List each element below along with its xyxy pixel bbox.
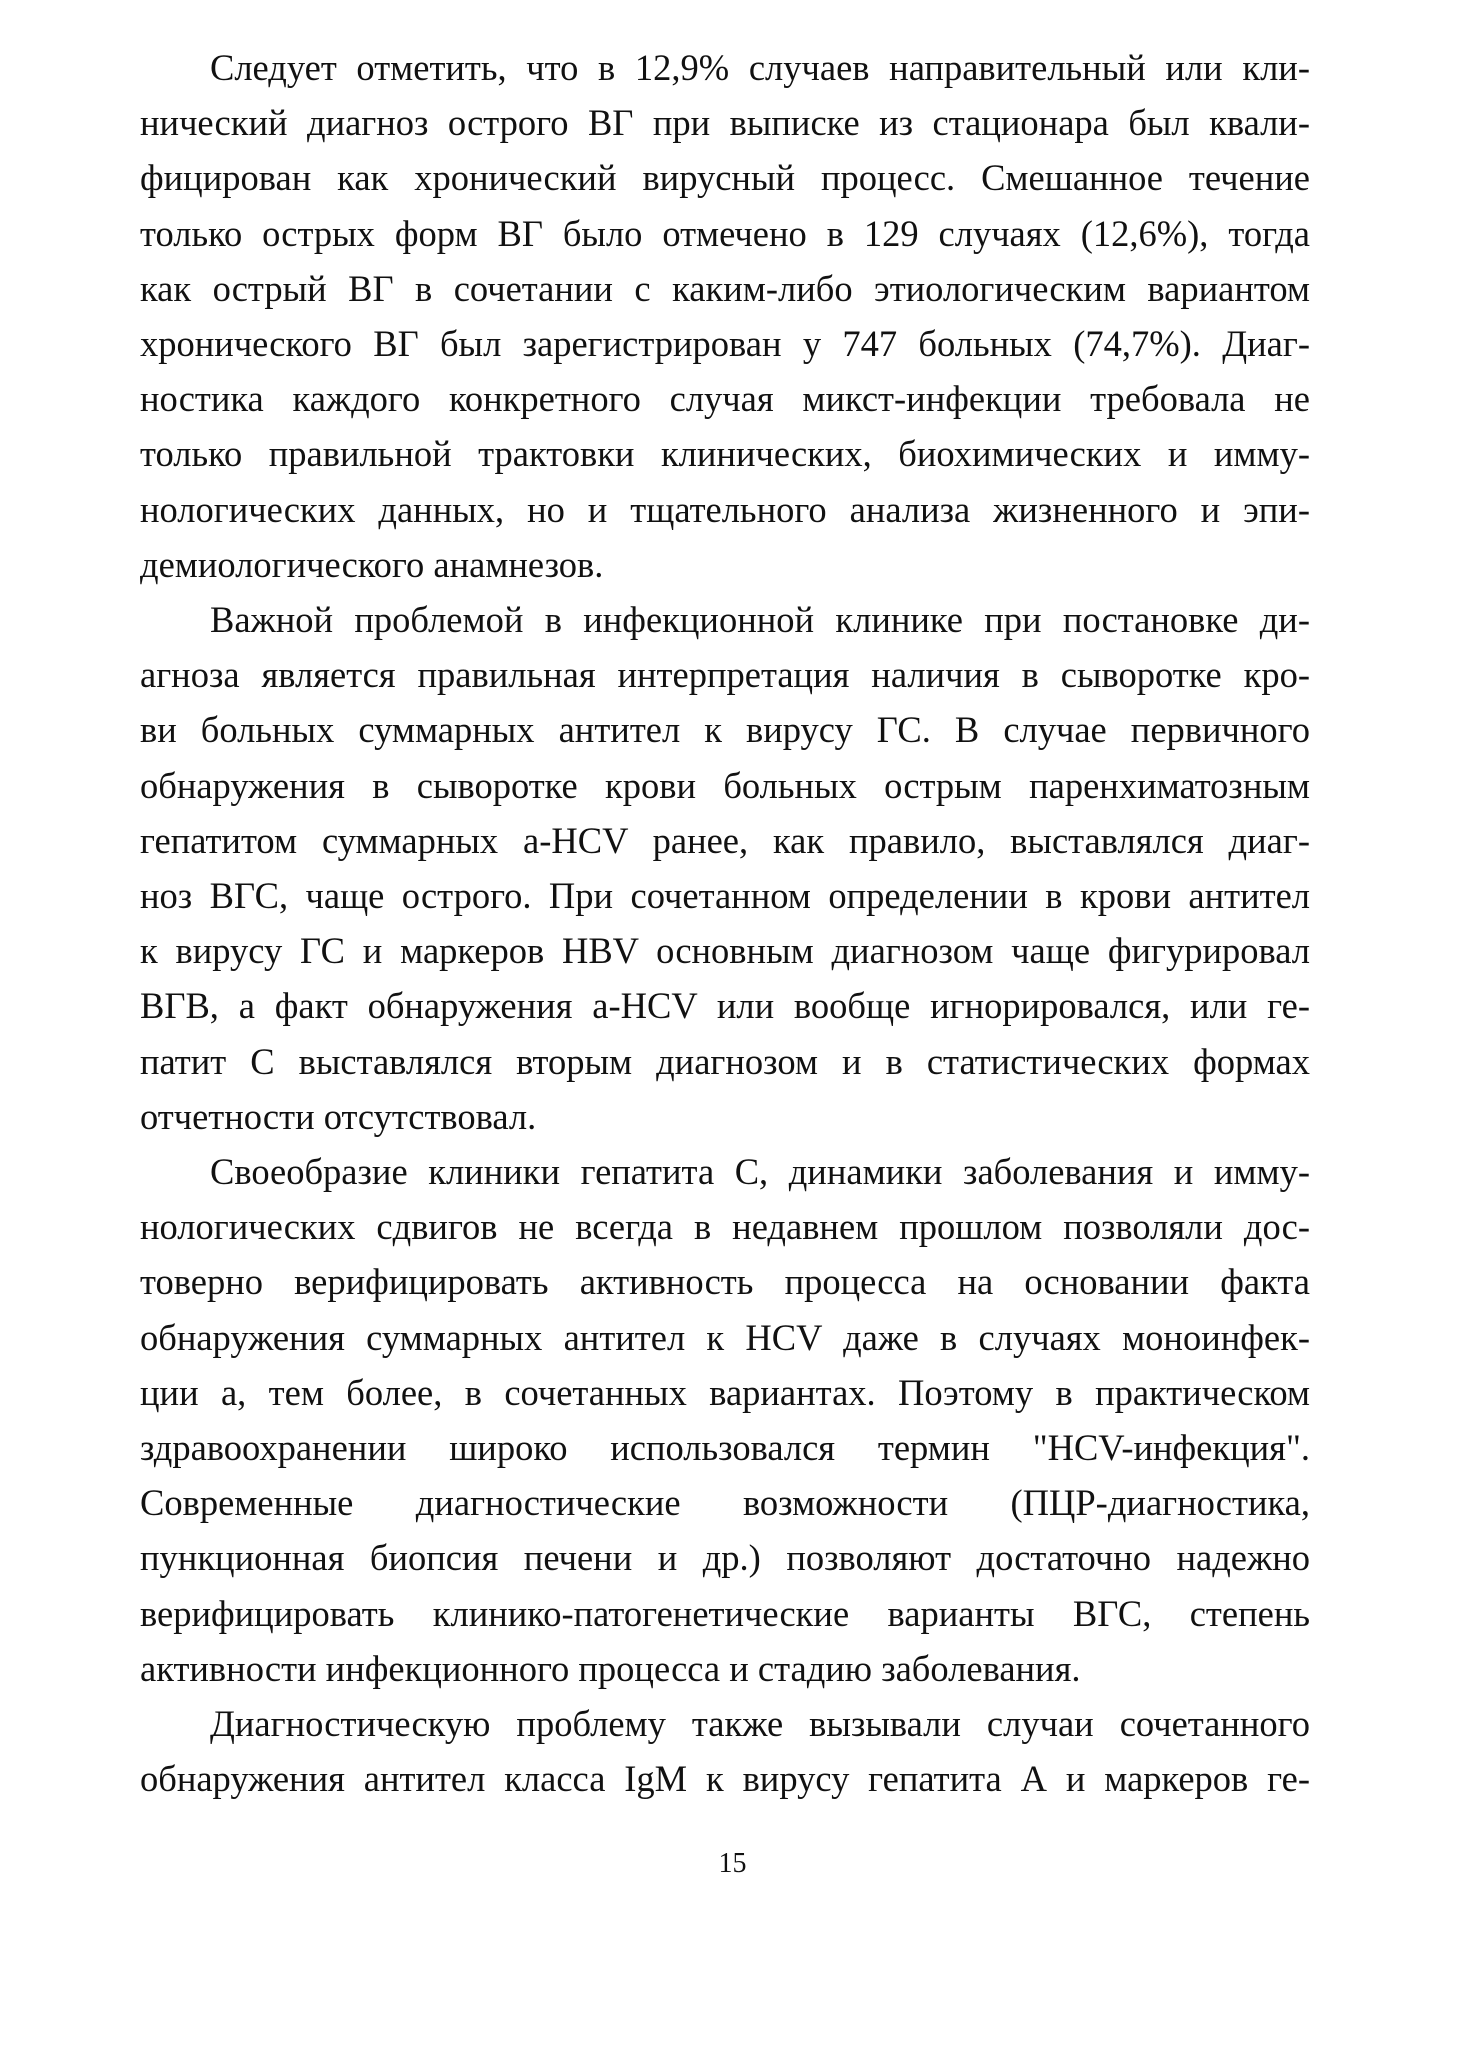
text-line: к вирусу ГС и маркеров HBV основным диагнозом чаще фигурировал (140, 930, 1310, 972)
paragraph (140, 592, 1310, 1144)
text-line: обнаружения в сыворотке крови больных острым паренхиматозным (140, 764, 1310, 806)
text-line: гепатитом суммарных a-HCV ранее, как правило, выставлялся диаг- (140, 819, 1310, 861)
text-line: агноза является правильная интерпретация наличия в сыворотке кро- (140, 654, 1310, 696)
text-line: фицирован как хронический вирусный процесс. Смешанное течение (140, 157, 1310, 199)
text-line: здравоохранении широко использовался термин "HCV-инфекция". (140, 1427, 1310, 1469)
text-line: ВГВ, а факт обнаружения a-HCV или вообще игнорировался, или ге- (140, 985, 1310, 1027)
text-line: нологических данных, но и тщательного анализа жизненного и эпи- (140, 488, 1310, 530)
text-line: нологических сдвигов не всегда в недавнем прошлом позволяли дос- (140, 1206, 1310, 1248)
text-line: верифицировать клинико-патогенетические варианты ВГС, степень (140, 1592, 1310, 1634)
text-line: нический диагноз острого ВГ при выписке из стационара был квали- (140, 102, 1310, 144)
text-line: как острый ВГ в сочетании с каким-либо этиологическим вариантом (140, 267, 1310, 309)
text-line: обнаружения суммарных антител к HCV даже в случаях моноинфек- (140, 1316, 1310, 1358)
paragraph (140, 1144, 1310, 1696)
text-line: товерно верифицировать активность процесса на основании факта (140, 1261, 1310, 1303)
text-line: ностика каждого конкретного случая микст-инфекции требовала не (140, 378, 1310, 420)
text-line: только правильной трактовки клинических, биохимических и имму- (140, 433, 1310, 475)
text-line: Следует отметить, что в 12,9% случаев направительный или кли- (210, 47, 1310, 88)
text-line: демиологического анамнезов. (140, 543, 604, 585)
paragraph (140, 1696, 1310, 1806)
text-line: хронического ВГ был зарегистрирован у 747 больных (74,7%). Диаг- (140, 323, 1310, 365)
text-line: ноз ВГС, чаще острого. При сочетанном определении в крови антител (140, 875, 1310, 917)
text-line: ции а, тем более, в сочетанных вариантах. Поэтому в практическом (140, 1371, 1310, 1413)
text-line: патит С выставлялся вторым диагнозом и в статистических формах (140, 1040, 1310, 1082)
text-line: только острых форм ВГ было отмечено в 129 случаях (12,6%), тогда (140, 212, 1310, 254)
body-text (140, 40, 1310, 1807)
page-number: 15 (718, 1848, 747, 1879)
text-line: Современные диагностические возможности (ПЦР-диагностика, (140, 1482, 1310, 1524)
text-line: Диагностическую проблему также вызывали случаи сочетанного (210, 1703, 1310, 1745)
text-line: Своеобразие клиники гепатита С, динамики заболевания и имму- (210, 1151, 1310, 1193)
paragraph (140, 40, 1310, 592)
text-line: обнаружения антител класса IgM к вирусу гепатита А и маркеров ге- (140, 1758, 1310, 1800)
text-line: отчетности отсутствовал. (140, 1095, 537, 1137)
text-line: ви больных суммарных антител к вирусу ГС. В случае первичного (140, 709, 1310, 751)
text-line: активности инфекционного процесса и стадию заболевания. (140, 1647, 1081, 1689)
text-line: Важной проблемой в инфекционной клинике при постановке ди- (210, 599, 1310, 641)
text-line: пункционная биопсия печени и др.) позволяют достаточно надежно (140, 1537, 1310, 1579)
